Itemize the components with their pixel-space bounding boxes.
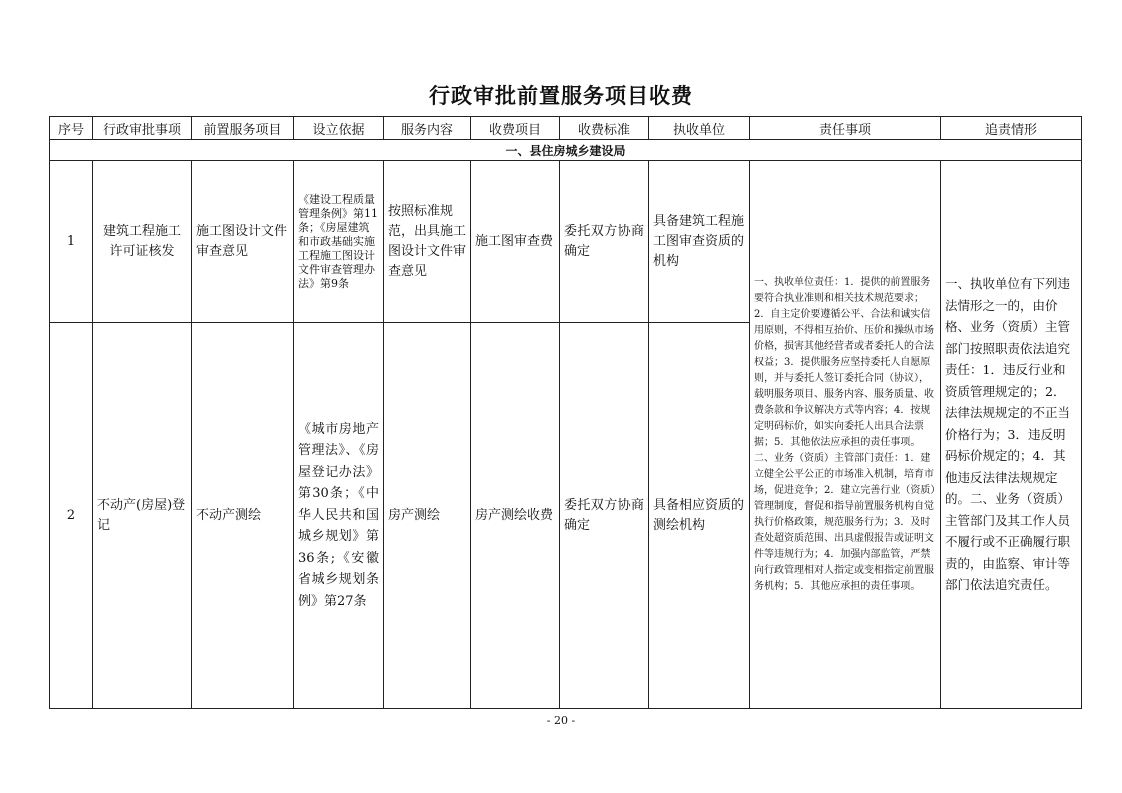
collecting-unit: 具备相应资质的测绘机构	[649, 323, 750, 709]
header-cell: 前置服务项目	[192, 117, 294, 140]
service-item: 不动产测绘	[192, 323, 294, 709]
row-number: 2	[50, 323, 93, 709]
legal-basis: 《建设工程质量管理条例》第11条；《房屋建筑和市政基础实施工程施工图设计文件审查管理办法》第9条	[294, 161, 384, 323]
accountability-text: 一、执收单位有下列违法情形之一的，由价格、业务（资质）主管部门按照职责依法追究责任：1．违反行业和资质管理规定的；2．法律法规规定的不正当价格行为；3．违反明码标价规定的；4．其他违反法律法规规定的。二、业务（资质）主管部门及其工作人员不履行或不正确履行职责的，由监察、审计等部门依法追究责任。	[941, 161, 1082, 709]
table-row	[50, 161, 1082, 323]
header-cell: 收费项目	[471, 117, 560, 140]
fee-standard: 委托双方协商确定	[560, 323, 649, 709]
approval-item: 不动产(房屋)登记	[93, 323, 192, 709]
header-cell: 收费标准	[560, 117, 649, 140]
page-title: 行政审批前置服务项目收费	[429, 84, 693, 108]
approval-item: 建筑工程施工许可证核发	[93, 161, 192, 323]
header-cell: 行政审批事项	[93, 117, 192, 140]
responsibility-text: 一、执收单位责任：1．提供的前置服务要符合执业准则和相关技术规范要求；2．自主定价要遵循公平、合法和诚实信用原则，不得相互抬价、压价和操纵市场价格，损害其他经营者或者委托人的合法权益；3．提供服务应坚持委托人自愿原则，并与委托人签订委托合同（协议），载明服务项目、服务内容、服务质量、收费条款和争议解决方式等内容；4．按规定明码标价，如实向委托人出具合法票据；5．其他依法应承担的责任事项。二、业务（资质）主管部门责任：1．建立健全公平公正的市场准入机制，培育市场，促进竞争；2．建立完善行业（资质）管理制度，督促和指导前置服务机构自觉执行价格政策，规范服务行为；3．及时查处超资质范围、出具虚假报告或证明文件等违规行为；4．加强内部监管，严禁向行政管理相对人指定或变相指定前置服务机构；5．其他应承担的责任事项。	[750, 161, 941, 709]
service-content: 按照标准规范，出具施工图设计文件审查意见	[384, 161, 471, 323]
header-cell: 序号	[50, 117, 93, 140]
header-cell: 设立依据	[294, 117, 384, 140]
header-cell: 追责情形	[941, 117, 1082, 140]
header-cell: 执收单位	[649, 117, 750, 140]
fee-item: 施工图审查费	[471, 161, 560, 323]
header-cell: 服务内容	[384, 117, 471, 140]
service-content: 房产测绘	[384, 323, 471, 709]
fee-standard: 委托双方协商确定	[560, 161, 649, 323]
header-cell: 责任事项	[750, 117, 941, 140]
row-number: 1	[50, 161, 93, 323]
section-title: 一、县住房城乡建设局	[50, 140, 1082, 161]
collecting-unit: 具备建筑工程施工图审查资质的机构	[649, 161, 750, 323]
fee-item: 房产测绘收费	[471, 323, 560, 709]
legal-basis: 《城市房地产管理法》、《房屋登记办法》第30条；《中华人民共和国城乡规划》第36条;《安徽省城乡规划条例》第27条	[294, 323, 384, 709]
fee-table	[49, 116, 1082, 709]
header-row	[50, 117, 1082, 140]
page-number: - 20 -	[546, 714, 576, 727]
service-item: 施工图设计文件审查意见	[192, 161, 294, 323]
section-row	[50, 140, 1082, 161]
